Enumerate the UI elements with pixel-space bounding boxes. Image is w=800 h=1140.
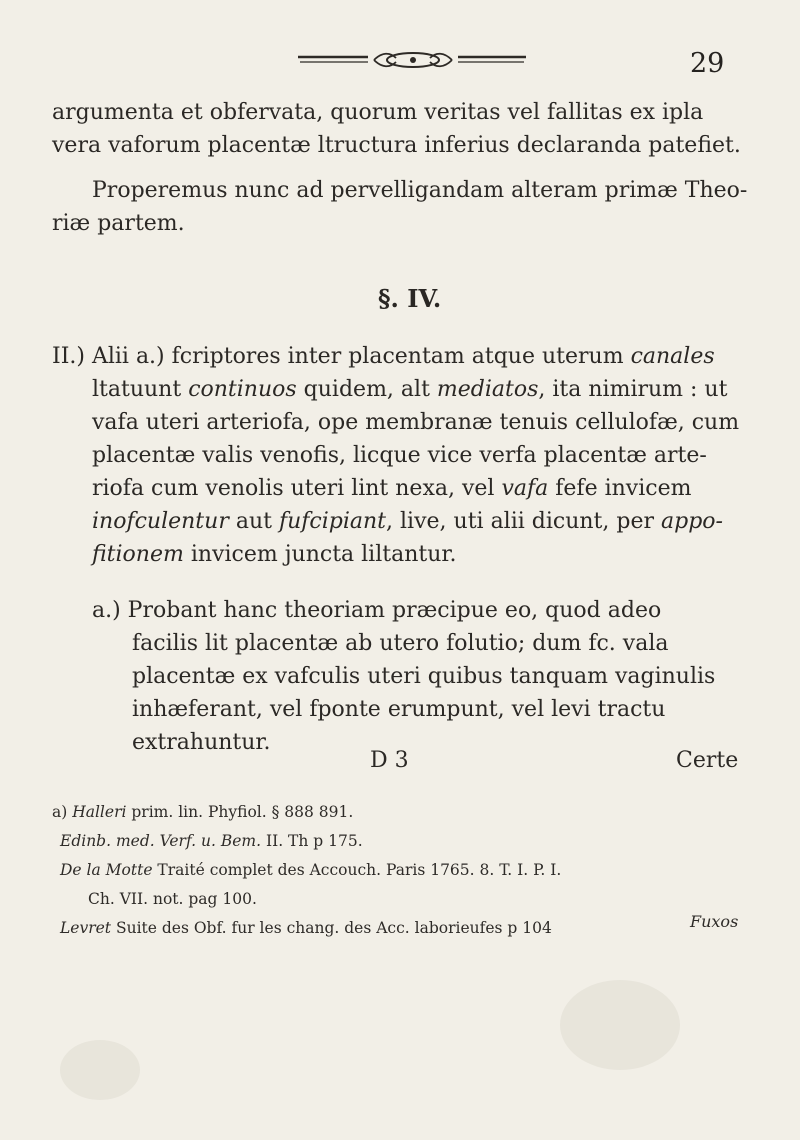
footnotes (52, 798, 561, 943)
text-line: vafa uteri arteriofa, ope membranæ tenuis cellulofæ, cum (92, 410, 740, 435)
paragraph-3 (52, 340, 739, 571)
paragraph-1 (52, 96, 741, 162)
footer-catchword: Fuxos (690, 912, 739, 931)
text-line: facilis lit placentæ ab utero folutio; dum fc. vala (132, 631, 669, 656)
catchword: Certe (676, 748, 739, 773)
text-line: riofa cum venolis uteri lint nexa, vel vafa fefe invicem (92, 476, 692, 501)
text-line: riæ partem. (52, 211, 185, 236)
section-heading: §. IV. (378, 284, 442, 313)
footnote-line: Edinb. med. Verf. u. Bem. II. Th p 175. (60, 832, 363, 850)
text-line: a.) Probant hanc theoriam præcipue eo, quod adeo (92, 598, 662, 623)
text-line: inofculentur aut fufcipiant, live, uti alii dicunt, per appo- (92, 509, 723, 534)
text-line: placentæ valis venofis, licque vice verfa placentæ arte- (92, 443, 707, 468)
footnote-line: Levret Suite des Obf. fur les chang. des Acc. laborieufes p 104 (60, 919, 552, 937)
text-line: inhæferant, vel fponte erumpunt, vel levi tractu (132, 697, 666, 722)
footnote-line: a) Halleri prim. lin. Phyfiol. § 888 891. (52, 803, 354, 821)
text-line: ltatuunt continuos quidem, alt mediatos, ita nimirum : ut (92, 377, 728, 402)
paper-stain (60, 1040, 140, 1100)
paragraph-4 (92, 594, 715, 759)
signature-mark: D 3 (370, 748, 409, 773)
footnote-line: Ch. VII. not. pag 100. (88, 890, 257, 908)
paragraph-2 (52, 174, 748, 240)
text-line: II.) Alii a.) fcriptores inter placentam atque uterum canales (52, 344, 715, 369)
footnote-line: De la Motte Traité complet des Accouch. Paris 1765. 8. T. I. P. I. (60, 861, 562, 879)
text-line: Properemus nunc ad pervelligandam alteram primæ Theo- (92, 178, 748, 203)
paper-stain (560, 980, 680, 1070)
text-line: fitionem invicem juncta liltantur. (92, 542, 457, 567)
text-line: vera vaforum placentæ ltructura inferius declaranda patefiet. (52, 133, 741, 158)
text-line: placentæ ex vafculis uteri quibus tanquam vaginulis (132, 664, 716, 689)
text-line: extrahuntur. (132, 730, 271, 755)
header-ornament (298, 50, 528, 70)
page-number: 29 (690, 48, 725, 79)
text-line: argumenta et obfervata, quorum veritas vel fallitas ex ipla (52, 100, 704, 125)
